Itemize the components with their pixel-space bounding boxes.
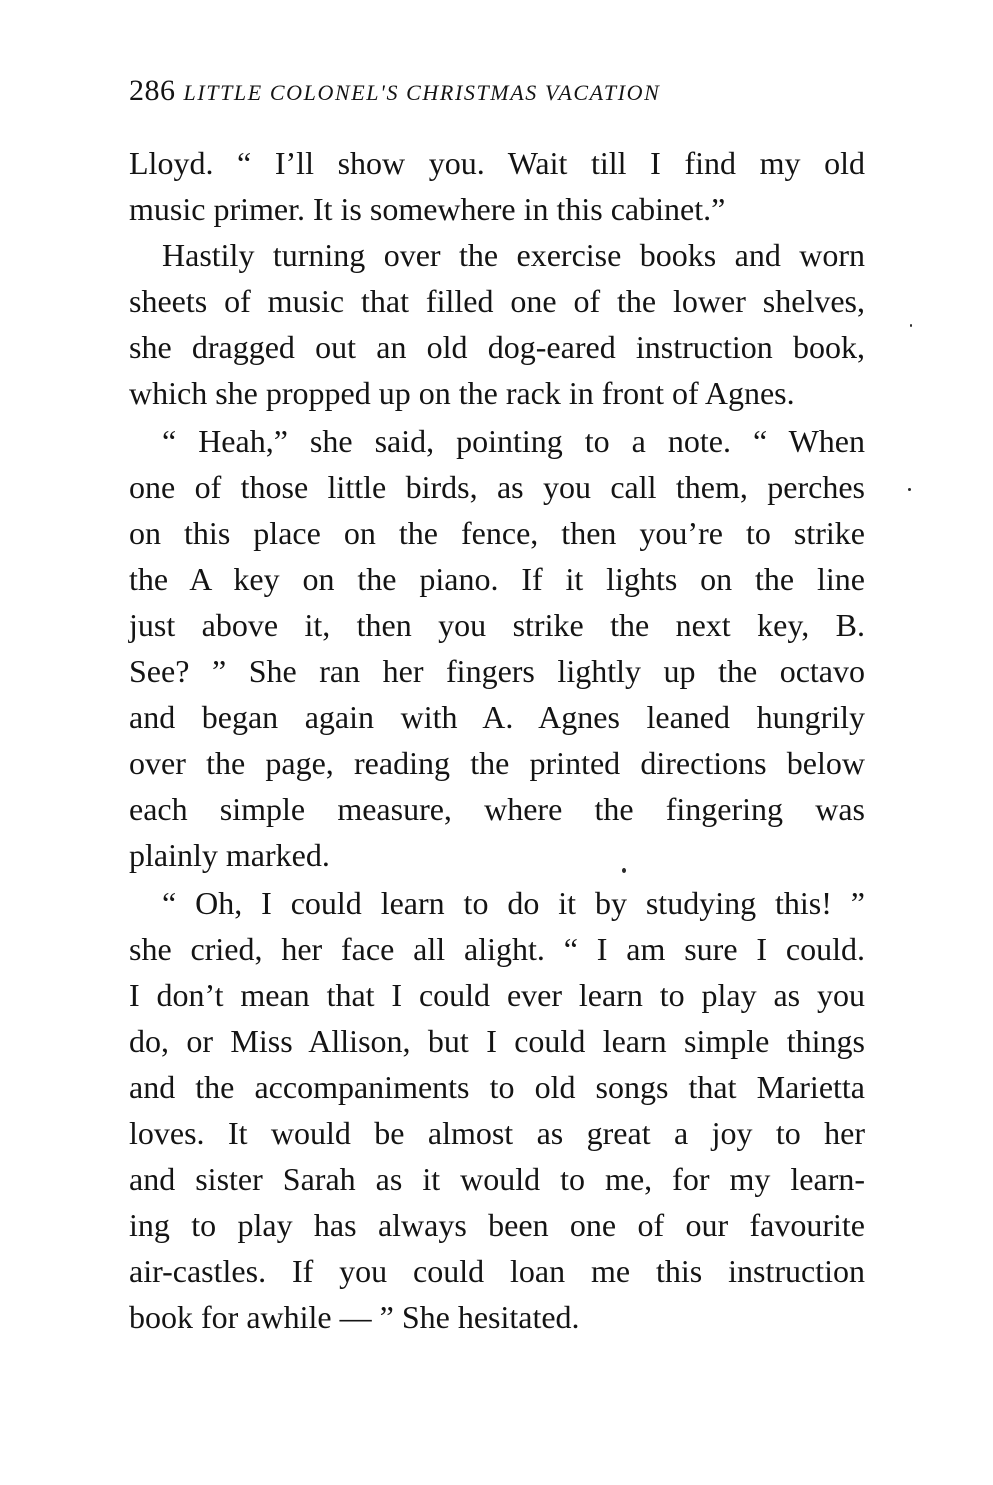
text-line: “ Heah,” she said, pointing to a note. “ When bbox=[162, 423, 865, 459]
text-line: loves. It would be almost as great a joy to her bbox=[129, 1115, 865, 1151]
text-line: music primer. It is somewhere in this cabinet.” bbox=[129, 191, 726, 227]
text-line: See? ” She ran her fingers lightly up the octavo bbox=[129, 653, 865, 689]
text-line: Lloyd. “ I’ll show you. Wait till I find my old bbox=[129, 145, 865, 181]
running-title: LITTLE COLONEL'S CHRISTMAS VACATION bbox=[183, 80, 661, 105]
text-line: air-castles. If you could loan me this instruction bbox=[129, 1253, 865, 1289]
text-line: plainly marked. bbox=[129, 837, 330, 873]
text-line: do, or Miss Allison, but I could learn simple things bbox=[129, 1023, 865, 1059]
text-line: each simple measure, where the fingering was bbox=[129, 791, 865, 827]
text-line: Hastily turning over the exercise books and worn bbox=[162, 237, 865, 273]
text-line: sheets of music that filled one of the lower shelves, bbox=[129, 283, 865, 319]
running-head bbox=[129, 74, 869, 114]
text-line: just above it, then you strike the next key, B. bbox=[129, 607, 865, 643]
text-line: over the page, reading the printed directions below bbox=[129, 745, 865, 781]
text-line: she cried, her face all alight. “ I am sure I could. bbox=[129, 931, 865, 967]
text-line: the A key on the piano. If it lights on the line bbox=[129, 561, 865, 597]
text-line: one of those little birds, as you call them, perches bbox=[129, 469, 865, 505]
text-line: which she propped up on the rack in front of Agnes. bbox=[129, 375, 795, 411]
text-line: on this place on the fence, then you’re to strike bbox=[129, 515, 865, 551]
text-line: ing to play has always been one of our favourite bbox=[129, 1207, 865, 1243]
scan-speck bbox=[908, 488, 911, 491]
scan-speck bbox=[910, 324, 912, 327]
page-number: 286 bbox=[129, 74, 176, 107]
scan-speck bbox=[622, 868, 626, 873]
text-line: and sister Sarah as it would to me, for my learn- bbox=[129, 1161, 865, 1197]
text-line: and the accompaniments to old songs that Marietta bbox=[129, 1069, 865, 1105]
text-line: she dragged out an old dog-eared instruction book, bbox=[129, 329, 865, 365]
text-line: book for awhile — ” She hesitated. bbox=[129, 1299, 580, 1335]
text-line: “ Oh, I could learn to do it by studying this! ” bbox=[162, 885, 865, 921]
text-line: and began again with A. Agnes leaned hungrily bbox=[129, 699, 865, 735]
text-line: I don’t mean that I could ever learn to play as you bbox=[129, 977, 865, 1013]
